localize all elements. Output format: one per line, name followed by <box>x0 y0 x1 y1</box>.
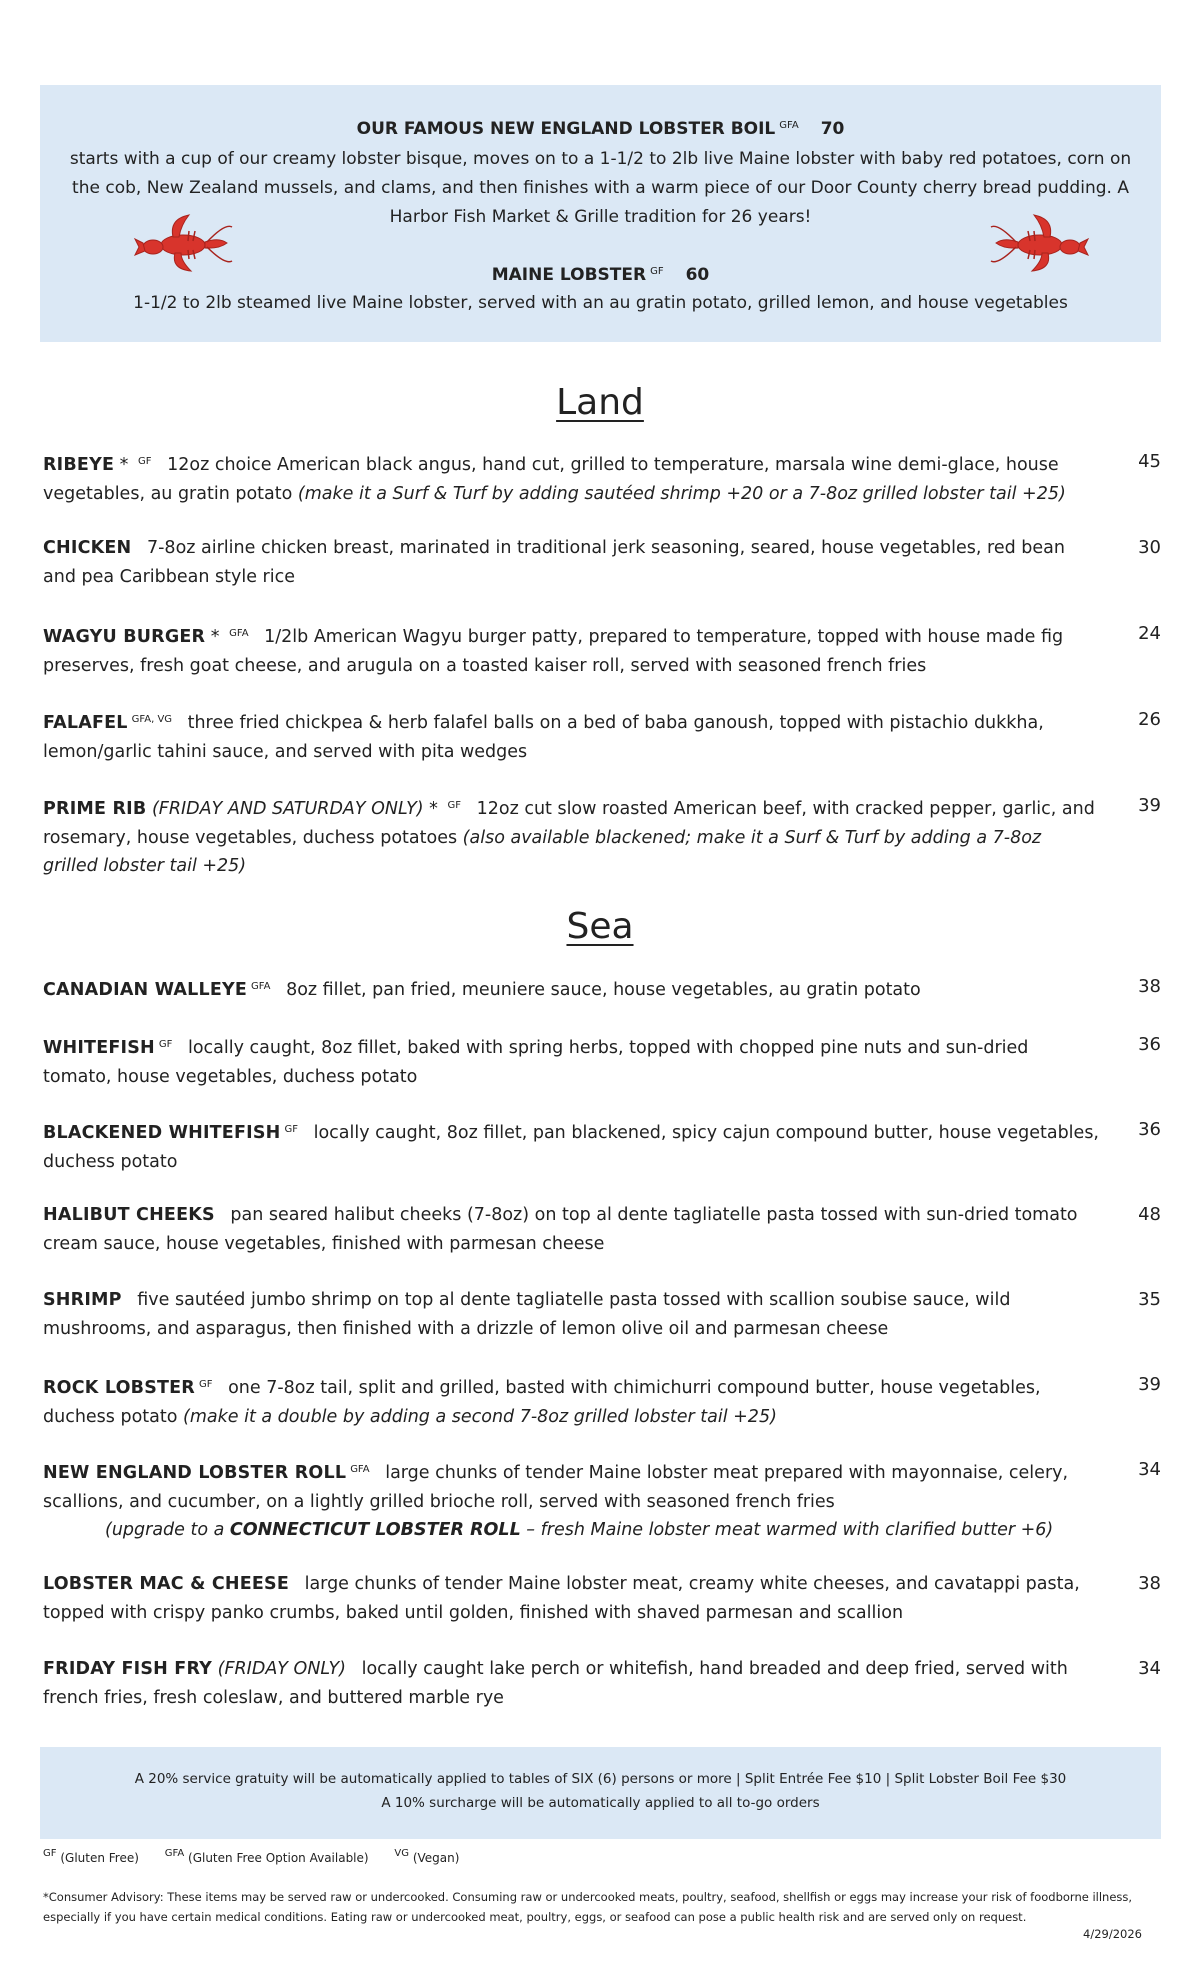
item-text <box>43 620 1099 680</box>
item-text <box>43 1655 1099 1712</box>
featured-box <box>40 85 1161 342</box>
legend-gfa-tag: GFA <box>164 1848 185 1859</box>
item-price: 35 <box>1138 1289 1161 1310</box>
item-tag: GF <box>284 1124 298 1135</box>
item-description: 1/2lb American Wagyu burger patty, prepared to temperature, topped with house made fig preserves, fresh goat cheese, and arugula on a toasted kaiser roll, served with seasoned french fries <box>43 627 1064 676</box>
upgrade-prefix: (upgrade to a <box>105 1520 230 1540</box>
item-qualifier: (FRIDAY AND SATURDAY ONLY) <box>146 799 424 819</box>
menu-item-halibut-cheeks <box>43 1201 1161 1258</box>
item-name: CHICKEN <box>43 538 132 558</box>
legend-vg-tag: VG <box>394 1848 410 1859</box>
lobster-right-icon <box>990 209 1090 275</box>
gratuity-notice-line: A 20% service gratuity will be automatically applied to tables of SIX (6) persons or more | Split Entrée Fee $10 | Split Lobster Boil Fee $30 <box>134 1771 1067 1787</box>
item-price: 39 <box>1138 795 1161 816</box>
maine-lobster-tag: GF <box>650 266 664 277</box>
legend-gf-tag: GF <box>43 1848 57 1859</box>
item-tag: GF <box>447 800 462 811</box>
item-name: NEW ENGLAND LOBSTER ROLL <box>43 1463 347 1483</box>
item-description: three fried chickpea & herb falafel balls on a bed of baba ganoush, topped with pistachio dukkha, lemon/garlic tahini sauce, and served with pita wedges <box>43 713 1044 762</box>
legend-vg <box>394 1848 460 1865</box>
item-price: 38 <box>1138 976 1161 997</box>
item-name: HALIBUT CHEEKS <box>43 1205 215 1225</box>
item-tag: GFA <box>251 981 271 992</box>
item-name: FRIDAY FISH FRY <box>43 1659 213 1679</box>
menu-item-rock-lobster <box>43 1371 1161 1431</box>
item-price: 34 <box>1138 1459 1161 1480</box>
dietary-legend <box>43 1848 459 1865</box>
item-text <box>43 792 1099 881</box>
item-name: FALAFEL <box>43 713 128 733</box>
legend-vg-text: (Vegan) <box>412 1851 460 1865</box>
upgrade-item-name: CONNECTICUT LOBSTER ROLL <box>229 1520 521 1540</box>
menu-item-shrimp <box>43 1286 1161 1343</box>
maine-lobster-price: 60 <box>685 265 710 285</box>
item-description: large chunks of tender Maine lobster meat prepared with mayonnaise, celery, scallions, and cucumber, on a lightly grilled brioche roll, served with seasoned french fries <box>43 1463 1069 1512</box>
maine-lobster-description: 1-1/2 to 2lb steamed live Maine lobster, served with an au gratin potato, grilled lemon, and house vegetables <box>133 293 1068 313</box>
item-text <box>43 973 1099 1005</box>
item-description: locally caught, 8oz fillet, baked with spring herbs, topped with chopped pine nuts and sun-dried tomato, house vegetables, duchess potato <box>43 1038 1029 1087</box>
item-name: CANADIAN WALLEYE <box>43 980 248 1000</box>
item-mark: * <box>114 455 134 475</box>
menu-item-lobster-mac-and-cheese <box>43 1570 1161 1627</box>
item-text <box>43 534 1099 591</box>
item-qualifier: (FRIDAY ONLY) <box>212 1659 346 1679</box>
lobster-left-icon <box>133 209 233 275</box>
menu-item-prime-rib <box>43 792 1161 881</box>
item-name: WHITEFISH <box>43 1038 155 1058</box>
menu-item-new-england-lobster-roll <box>43 1456 1161 1545</box>
item-name: PRIME RIB <box>43 799 147 819</box>
item-tag: GFA <box>350 1464 370 1475</box>
item-text <box>43 1116 1099 1176</box>
legend-gf <box>43 1848 139 1865</box>
item-description: large chunks of tender Maine lobster meat, creamy white cheeses, and cavatappi pasta, topped with crispy panko crumbs, baked until golden, finished with shaved parmesan and scallion <box>43 1574 1080 1623</box>
item-note: (make it a double by adding a second 7-8oz grilled lobster tail +25) <box>183 1406 777 1427</box>
item-note: (also available blackened; make it a Surf & Turf by adding a 7-8oz grilled lobster tail +25) <box>43 827 1042 876</box>
lobster-boil-heading <box>40 119 1161 139</box>
item-price: 24 <box>1138 623 1161 644</box>
item-price: 38 <box>1138 1573 1161 1594</box>
item-price: 36 <box>1138 1034 1161 1055</box>
menu-item-canadian-walleye <box>43 973 1161 1005</box>
item-text <box>43 448 1099 508</box>
sea-section-title: Sea <box>566 906 634 947</box>
item-mark: * <box>423 799 444 819</box>
item-name: SHRIMP <box>43 1290 122 1310</box>
item-name: BLACKENED WHITEFISH <box>43 1123 281 1143</box>
item-tag: GF <box>198 1379 213 1390</box>
lobster-boil-title: OUR FAMOUS NEW ENGLAND LOBSTER BOIL <box>356 119 776 139</box>
menu-date: 4/29/2026 <box>1083 1927 1142 1941</box>
item-price: 30 <box>1138 537 1161 558</box>
item-note: (make it a Surf & Turf by adding sautéed shrimp +20 or a 7-8oz grilled lobster tail +25) <box>297 483 1066 504</box>
lobster-boil-description: starts with a cup of our creamy lobster bisque, moves on to a 1-1/2 to 2lb live Maine lobster with baby red potatoes, corn on the cob, New Zealand mussels, and clams, and then finishes with a warm piece of our Door County cherry bread pudding. A Harbor Fish Market & Grille tradition for 26 years! <box>69 149 1132 227</box>
lobster-boil-tag: GFA <box>779 120 799 131</box>
item-tag: GF <box>158 1039 173 1050</box>
menu-item-wagyu-burger <box>43 620 1161 680</box>
menu-item-friday-fish-fry <box>43 1655 1161 1712</box>
item-tag: GF <box>138 456 152 467</box>
item-price: 36 <box>1138 1119 1161 1140</box>
item-price: 34 <box>1138 1658 1161 1679</box>
item-description: 12oz cut slow roasted American beef, with cracked pepper, garlic, and rosemary, house vegetables, duchess potatoes <box>43 799 1095 848</box>
item-text <box>43 1456 1099 1516</box>
surcharge-notice-line: A 10% surcharge will be automatically applied to all to-go orders <box>381 1795 820 1811</box>
item-description: locally caught, 8oz fillet, pan blackened, spicy cajun compound butter, house vegetables, duchess potato <box>43 1123 1099 1172</box>
item-mark: * <box>205 627 226 647</box>
item-price: 26 <box>1138 709 1161 730</box>
item-text <box>43 1371 1099 1431</box>
item-description: 12oz choice American black angus, hand cut, grilled to temperature, marsala wine demi-glace, house vegetables, au gratin potato <box>43 455 1059 504</box>
upgrade-suffix: – fresh Maine lobster meat warmed with clarified butter +6) <box>520 1520 1054 1540</box>
maine-lobster-title: MAINE LOBSTER <box>491 265 647 285</box>
menu-item-whitefish <box>43 1031 1161 1091</box>
menu-item-falafel <box>43 706 1161 766</box>
item-text <box>43 1286 1099 1343</box>
item-tag: GFA, VG <box>131 714 173 725</box>
item-tag: GFA <box>229 628 249 639</box>
item-description: 7-8oz airline chicken breast, marinated in traditional jerk seasoning, seared, house vegetables, red bean and pea Caribbean style rice <box>43 538 1065 587</box>
item-description: five sautéed jumbo shrimp on top al dente tagliatelle pasta tossed with scallion soubise sauce, wild mushrooms, and asparagus, then finished with a drizzle of lemon olive oil and parmesan cheese <box>43 1290 1011 1339</box>
menu-item-blackened-whitefish <box>43 1116 1161 1176</box>
item-price: 39 <box>1138 1374 1161 1395</box>
lobster-boil-price: 70 <box>820 119 845 139</box>
item-description: locally caught lake perch or whitefish, hand breaded and deep fried, served with french fries, fresh coleslaw, and buttered marble rye <box>43 1659 1068 1708</box>
item-name: WAGYU BURGER <box>43 627 206 647</box>
menu-item-chicken <box>43 534 1161 591</box>
item-text <box>43 706 1099 766</box>
item-name: LOBSTER MAC & CHEESE <box>43 1574 290 1594</box>
legend-gf-text: (Gluten Free) <box>60 1851 139 1865</box>
gratuity-notice-box <box>40 1747 1161 1839</box>
item-name: RIBEYE <box>43 455 115 475</box>
legend-gfa <box>164 1848 369 1865</box>
item-description: one 7-8oz tail, split and grilled, basted with chimichurri compound butter, house vegetables, duchess potato <box>43 1378 1041 1427</box>
item-description: pan seared halibut cheeks (7-8oz) on top al dente tagliatelle pasta tossed with sun-dried tomato cream sauce, house vegetables, finished with parmesan cheese <box>43 1205 1078 1254</box>
item-description: 8oz fillet, pan fried, meuniere sauce, house vegetables, au gratin potato <box>286 980 921 1000</box>
item-text <box>43 1570 1099 1627</box>
item-price: 45 <box>1138 451 1161 472</box>
item-text <box>43 1031 1099 1091</box>
consumer-advisory: *Consumer Advisory: These items may be served raw or undercooked. Consuming raw or undercooked meats, poultry, seafood, shellfish or eggs may increase your risk of foodborne illness, especially if you have certain medical conditions. Eating raw or undercooked meat, poultry, eggs, or seafood can pose a public health risk and are served only on request. <box>43 1890 1133 1924</box>
item-name: ROCK LOBSTER <box>43 1378 195 1398</box>
land-section-title: Land <box>556 382 644 423</box>
legend-gfa-text: (Gluten Free Option Available) <box>188 1851 369 1865</box>
item-upgrade-note <box>43 1516 1161 1545</box>
menu-item-ribeye <box>43 448 1161 508</box>
item-text <box>43 1201 1099 1258</box>
item-price: 48 <box>1138 1204 1161 1225</box>
